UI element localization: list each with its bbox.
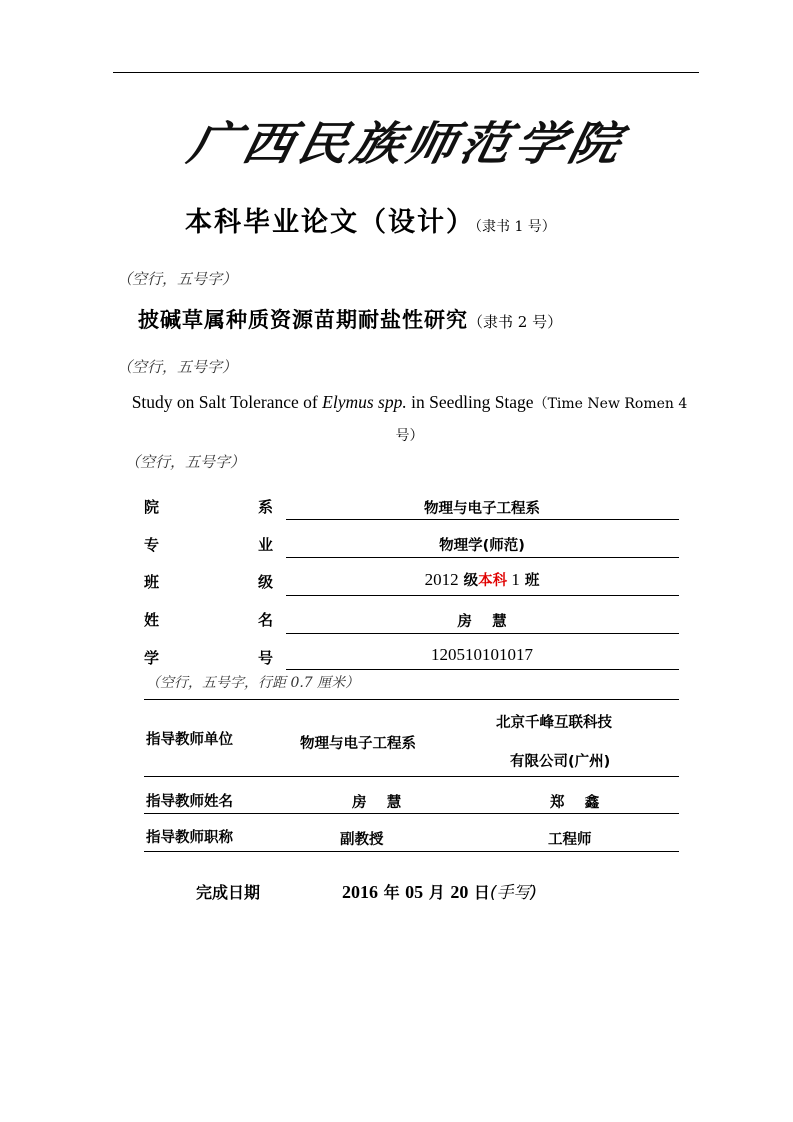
name-value: 房 慧	[457, 614, 507, 630]
advisor-name-2: 郑 鑫	[550, 795, 600, 811]
logo-char: 院	[563, 116, 626, 171]
class-year: 2012	[424, 570, 459, 589]
name-underline	[286, 633, 679, 634]
class-value	[286, 569, 678, 590]
completion-day: 20	[450, 882, 469, 902]
class-ji: 级	[458, 573, 479, 589]
logo-char: 学	[509, 116, 571, 171]
blank-note-2: （空行，五号字）	[117, 358, 238, 376]
advisor-title-2: 工程师	[548, 832, 592, 848]
class-label-b: 级	[258, 573, 274, 591]
sid-label-a: 学	[144, 649, 160, 667]
completion-handwrite-note: (手写)	[489, 883, 538, 903]
logo-char: 师	[400, 116, 463, 171]
blank-note-4: （空行，五号字，行距 0.7 厘米）	[146, 675, 360, 691]
blank-note-1: （空行，五号字）	[117, 270, 238, 288]
advisor-name-1: 房 慧	[352, 795, 402, 811]
advisor-unit-label: 指导教师单位	[146, 732, 233, 748]
logo-char: 范	[454, 116, 517, 171]
advisor-row-divider-1	[144, 776, 679, 777]
blank-note-3: （空行，五号字）	[125, 453, 246, 471]
header-rule	[113, 72, 699, 73]
advisor-name-label: 指导教师姓名	[146, 794, 233, 810]
advisor-unit-2-line1: 北京千峰互联科技	[496, 715, 612, 731]
dept-label-a: 院	[144, 498, 160, 516]
dept-label-b: 系	[258, 498, 274, 516]
english-title	[117, 387, 702, 451]
english-title-note-cont: 号）	[395, 428, 424, 444]
university-logo	[183, 100, 626, 180]
logo-char: 民	[292, 116, 354, 171]
completion-month: 05	[405, 882, 424, 902]
english-title-prefix: Study on Salt Tolerance of	[131, 392, 323, 412]
class-level-red: 本科	[478, 573, 508, 589]
completion-date-value	[342, 878, 537, 903]
advisor-unit-1: 物理与电子工程系	[300, 736, 416, 752]
english-title-suffix: in Seedling Stage	[406, 392, 534, 412]
advisor-table-bottom	[144, 851, 679, 852]
dept-value: 物理与电子工程系	[424, 501, 540, 517]
class-ban: 班	[519, 573, 540, 589]
logo-char: 广	[183, 116, 246, 171]
major-label-b: 业	[258, 536, 274, 554]
major-value: 物理学(师范)	[439, 538, 525, 554]
logo-char: 族	[346, 116, 408, 171]
thesis-type-note: （隶书 1 号）	[475, 219, 556, 235]
class-num: 1	[507, 570, 520, 589]
advisor-title-1: 副教授	[340, 832, 384, 848]
class-label-a: 班	[144, 573, 160, 591]
chinese-title-note: （隶书 2 号）	[468, 313, 563, 331]
class-underline	[286, 595, 679, 596]
english-title-note: （Time New Romen 4	[533, 396, 688, 412]
completion-nian: 年	[378, 883, 406, 902]
advisor-row-divider-2	[144, 813, 679, 814]
advisor-table-top	[144, 699, 679, 700]
completion-year: 2016	[342, 882, 378, 902]
completion-yue: 月	[423, 883, 451, 902]
sid-value: 120510101017	[431, 645, 533, 664]
advisor-title-label: 指导教师职称	[146, 830, 233, 846]
chinese-title-text: 披碱草属种质资源苗期耐盐性研究	[138, 308, 468, 332]
english-title-italic: Elymus spp.	[322, 392, 407, 412]
thesis-type-title	[185, 200, 556, 239]
advisor-unit-2-line2: 有限公司(广州)	[510, 754, 611, 770]
sid-underline	[286, 669, 679, 670]
name-label-b: 名	[258, 611, 274, 629]
logo-char: 西	[237, 116, 300, 171]
chinese-title	[138, 304, 562, 334]
major-label-a: 专	[144, 536, 160, 554]
dept-underline	[286, 519, 679, 520]
sid-label-b: 号	[258, 649, 274, 667]
major-underline	[286, 557, 679, 558]
thesis-type-text: 本科毕业论文（设计）	[185, 207, 475, 238]
name-label-a: 姓	[144, 611, 160, 629]
completion-date-label: 完成日期	[196, 883, 261, 902]
completion-ri: 日	[468, 883, 490, 902]
